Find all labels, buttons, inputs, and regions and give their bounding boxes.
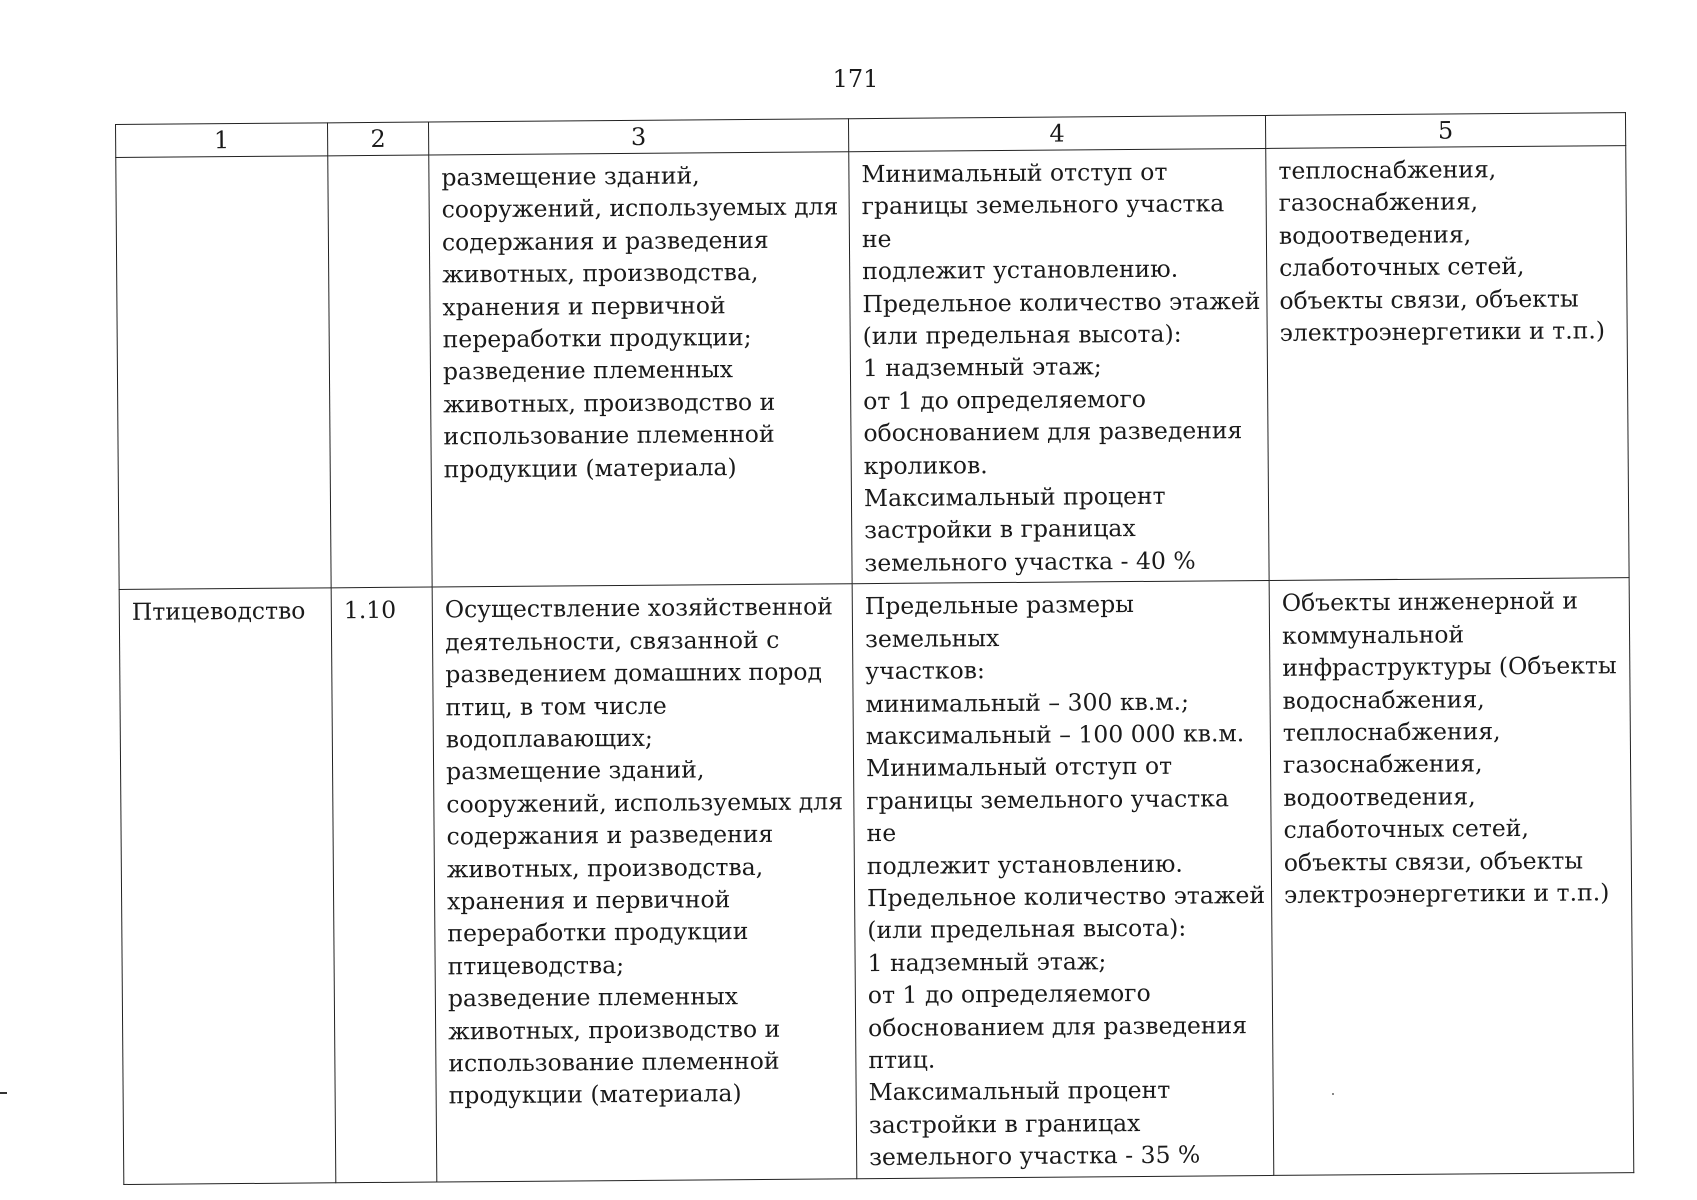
land-use-name-cell	[116, 156, 331, 590]
column-header-3: 3	[428, 119, 848, 155]
column-header-4: 4	[848, 115, 1265, 151]
land-use-parameters-cell: Минимальный отступ от границы земельного участка не подлежит установлению. Предельное количество этажей (или предельная высота): 1 надземный этаж; от 1 до определяемого обоснованием для разведения кроликов. Максимальный процент застройки в границах земельного участка - 40 %	[849, 148, 1269, 584]
land-use-description-cell: размещение зданий, сооружений, используемых для содержания и разведения животных, производства, хранения и первичной переработки продукции; разведение племенных животных, производство и использование племенной продукции (материала)	[429, 152, 852, 588]
column-header-2: 2	[327, 122, 428, 156]
land-use-code-cell: 1.10	[331, 587, 437, 1182]
table-row	[116, 146, 1629, 590]
table-row	[119, 578, 1634, 1184]
permitted-objects-cell: теплоснабжения, газоснабжения, водоотведения, слаботочных сетей, объекты связи, объекты электроэнергетики и т.п.)	[1266, 146, 1629, 581]
column-header-1: 1	[116, 123, 328, 158]
margin-mark	[0, 1092, 7, 1094]
land-use-table	[115, 112, 1634, 1184]
land-use-description-cell: Осуществление хозяйственной деятельности, связанной с разведением домашних пород птиц, в том числе водоплавающих; размещение зданий, сооружений, используемых для содержания и разведения животных, производства, хранения и первичной переработки продукции птицеводства; разведение племенных животных, производство и использование племенной продукции (материала)	[432, 584, 857, 1182]
column-header-5: 5	[1265, 113, 1625, 149]
page-number: 171	[832, 65, 879, 93]
land-use-name-cell: Птицеводство	[119, 588, 336, 1184]
land-use-code-cell	[328, 155, 432, 588]
permitted-objects-cell: Объекты инженерной и коммунальной инфраструктуры (Объекты водоснабжения, теплоснабжения, газоснабжения, водоотведения, слаботочных сетей, объекты связи, объекты электроэнергетики и т.п.)	[1269, 578, 1634, 1175]
scan-speck	[1332, 1093, 1334, 1095]
land-use-parameters-cell: Предельные размеры земельных участков: минимальный – 300 кв.м.; максимальный – 100 000 кв.м. Минимальный отступ от границы земельного участка не подлежит установлению. Предельное количество этажей (или предельная высота): 1 надземный этаж; от 1 до определяемого обоснованием для разведения птиц. Максимальный процент застройки в границах земельного участка - 35 %	[852, 581, 1274, 1179]
